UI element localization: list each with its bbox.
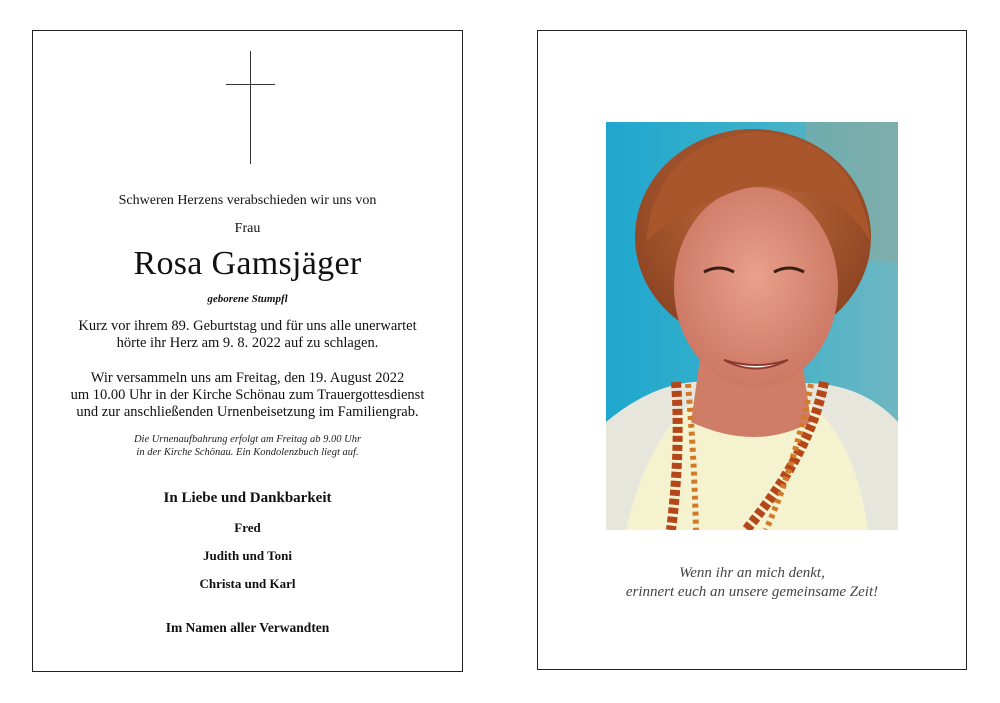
note-line: in der Kirche Schönau. Ein Kondolenzbuch liegt auf. xyxy=(136,447,359,458)
death-announcement-paragraph xyxy=(33,318,462,352)
deceased-name: Rosa Gamsjäger xyxy=(133,245,362,282)
viewing-note xyxy=(33,433,462,459)
portrait-photo xyxy=(606,122,898,530)
intro-text: Schweren Herzens verabschieden wir uns von xyxy=(118,193,377,208)
relatives-line: Im Namen aller Verwandten xyxy=(165,620,330,635)
salutation-text: Frau xyxy=(234,221,261,236)
family-member: Christa und Karl xyxy=(199,576,296,591)
family-member: Judith und Toni xyxy=(203,548,292,563)
paragraph-line: hörte ihr Herz am 9. 8. 2022 auf zu schlagen. xyxy=(116,335,379,351)
paragraph-line: Wir versammeln uns am Freitag, den 19. August 2022 xyxy=(90,370,405,386)
quote-line: erinnert euch an unsere gemeinsame Zeit! xyxy=(625,584,879,600)
photo-card xyxy=(537,30,967,670)
funeral-details-paragraph xyxy=(33,370,462,421)
cross-icon xyxy=(226,51,276,166)
obituary-text-card xyxy=(32,30,463,672)
paragraph-line: und zur anschließenden Urnenbeisetzung im Familiengrab. xyxy=(76,404,419,420)
maiden-name: geborene Stumpfl xyxy=(207,293,288,305)
memorial-quote xyxy=(538,564,966,602)
quote-line: Wenn ihr an mich denkt, xyxy=(679,565,825,581)
family-member: Fred xyxy=(234,520,261,535)
note-line: Die Urnenaufbahrung erfolgt am Freitag ab 9.00 Uhr xyxy=(133,434,362,445)
paragraph-line: um 10.00 Uhr in der Kirche Schönau zum Trauergottesdienst xyxy=(70,387,425,403)
paragraph-line: Kurz vor ihrem 89. Geburtstag und für uns alle unerwartet xyxy=(78,318,417,334)
love-gratitude-heading: In Liebe und Dankbarkeit xyxy=(163,490,332,506)
